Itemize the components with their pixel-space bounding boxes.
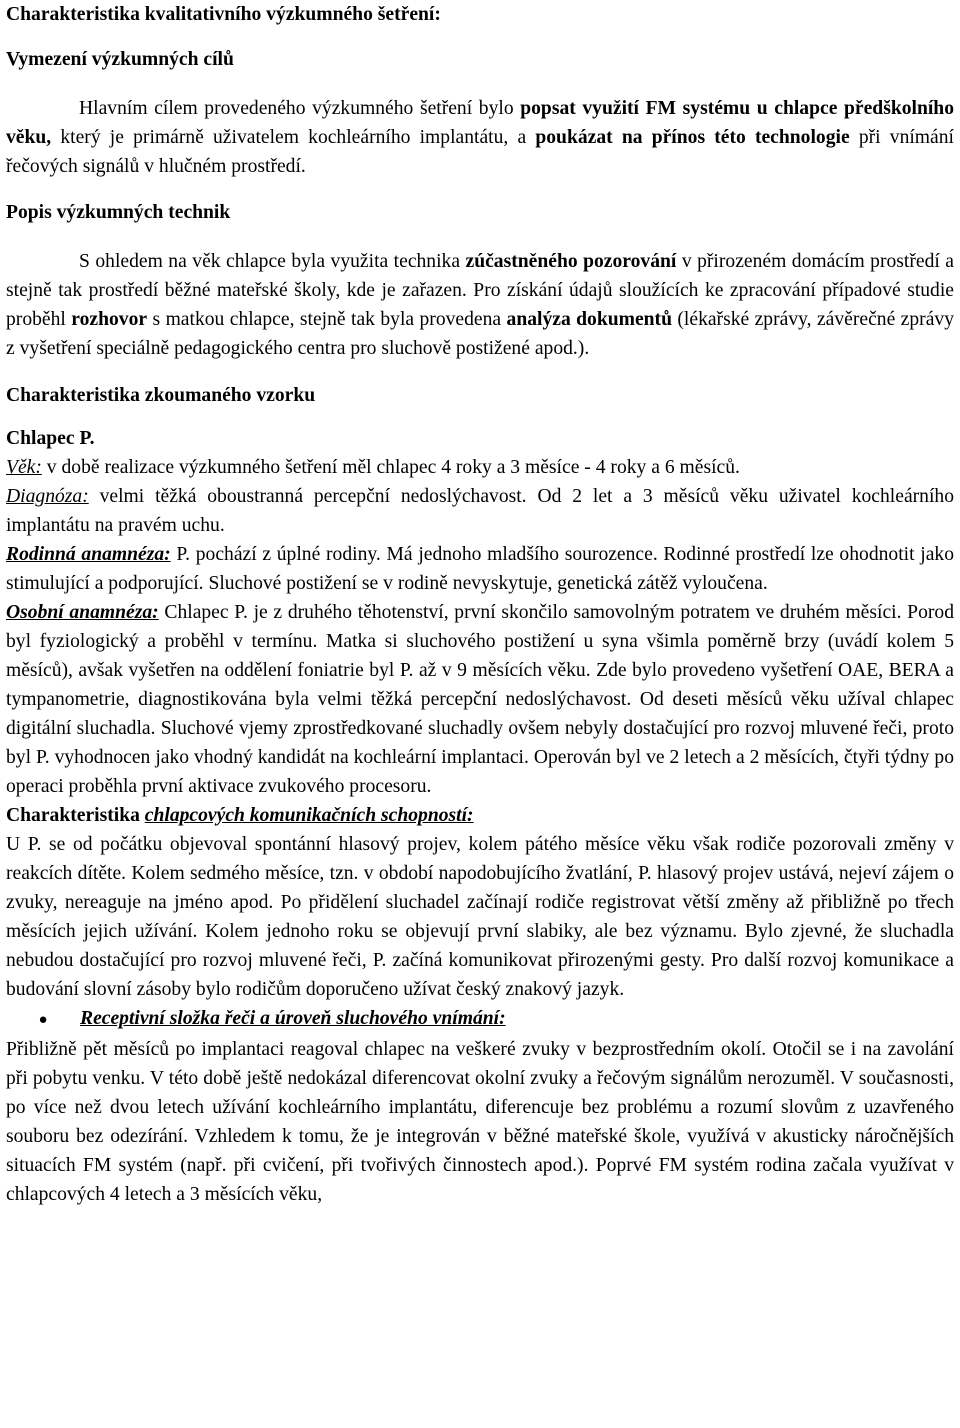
techniques-heading: Popis výzkumných technik	[6, 202, 231, 223]
goals-text-1: Hlavním cílem provedeného výzkumného šetření bylo	[79, 98, 521, 119]
tech-bold-3: analýza dokumentů	[506, 309, 672, 330]
main-heading: Charakteristika kvalitativního výzkumného šetření:	[6, 4, 441, 25]
sample-heading: Charakteristika zkoumaného vzorku	[6, 385, 316, 406]
diagnosis-label: Diagnóza:	[6, 486, 89, 507]
tech-text-2: v přirozeném domácím prostředí a stejně tak prostředí běžné mateřské školy, kde je zařazen. Pro získání údajů sloužících ke zpracování případové studie proběhl	[6, 251, 954, 330]
personal-label: Osobní anamnéza:	[6, 602, 159, 623]
diagnosis-paragraph	[6, 482, 954, 540]
comm-heading-plain: Charakteristika	[6, 805, 145, 826]
goals-text-3: při vnímání řečových signálů v hlučném prostředí.	[6, 127, 954, 177]
personal-text: Chlapec P. je z druhého těhotenství, první skončilo samovolným potratem ve druhém měsíci. Porod byl fyziologický a proběhl v termínu. Matka si sluchového postižení u syna všimla poměrně brzy (uvádí kolem 5 měsíců), avšak vyšetřen na oddělení foniatrie byl P. až v 9 měsících věku. Zde bylo provedeno vyšetření OAE, BERA a tympanometrie, diagnostikována byla velmi těžká percepční nedoslýchavost. Od deseti měsíců věku užíval chlapec digitální sluchadla. Sluchové vjemy zprostředkované sluchadly ovšem nebyly dostačující pro rozvoj mluvené řeči, proto byl P. vyhodnocen jako vhodný kandidát na kochleární implantaci. Operován byl ve 2 letech a 2 měsících, čtyři týdny po operaci proběhla první aktivace zvukového procesoru.	[6, 602, 954, 797]
techniques-paragraph	[6, 247, 954, 363]
age-text: v době realizace výzkumného šetření měl chlapec 4 roky a 3 měsíce - 4 roky a 6 měsíců.	[41, 457, 740, 478]
goals-heading: Vymezení výzkumných cílů	[6, 49, 234, 70]
tech-text-4: (lékařské zprávy, závěrečné zprávy z vyšetření speciálně pedagogického centra pro sluchově postižené apod.).	[6, 309, 954, 359]
goals-text-2: který je primárně uživatelem kochleárního implantátu, a	[51, 127, 536, 148]
tech-bold-1: zúčastněného pozorování	[465, 251, 677, 272]
communication-paragraph: U P. se od počátku objevoval spontánní hlasový projev, kolem pátého měsíce věku však rodiče pozorovali změny v reakcích dítěte. Kolem sedmého měsíce, tzn. v období napodobujícího žvatlání, P. hlasový projev ustává, nejeví zájem o zvuky, nereaguje na jméno apod. Po přidělení sluchadel začínají rodiče registrovat větší změny až přibližně po třech měsících jejich užívání. Kolem jednoho roku se objevují první slabiky, ale bez významu. Bylo zjevné, že sluchadla nebudou dostačující pro rozvoj mluvené řeči, P. začíná komunikovat přirozenými gesty. Pro další rozvoj komunikace a budování slovní zásoby bylo rodičům doporučeno užívat český znakový jazyk.	[6, 834, 954, 1000]
subject-name: Chlapec P.	[6, 428, 95, 449]
personal-paragraph	[6, 598, 954, 801]
goals-bold-2: poukázat na přínos této technologie	[535, 127, 850, 148]
receptive-paragraph: Přibližně pět měsíců po implantaci reagoval chlapec na veškeré zvuky v bezprostředním okolí. Otočil se i na zavolání při pobytu venku. V této době ještě nedokázal diferencovat okolní zvuky a řečovým signálům nerozuměl. V současnosti, po více než dvou letech užívání kochleárního implantátu, diferencuje bez problému a rozumí slovům z uzavřeného souboru bez odezírání. Vzhledem k tomu, že je integrován v běžné mateřské škole, využívá v akusticky náročnějších situacích FM systém (např. při cvičení, při tvořivých činnostech apod.). Poprvé FM systém rodina začala využívat v chlapcových 4 letech a 3 měsících věku,	[6, 1039, 954, 1205]
tech-text-1: S ohledem na věk chlapce byla využita technika	[79, 251, 466, 272]
communication-heading	[6, 801, 954, 830]
age-label: Věk:	[6, 457, 42, 478]
tech-text-3: s matkou chlapce, stejně tak byla provedena	[147, 309, 507, 330]
comm-heading-italic: chlapcových komunikačních schopností:	[144, 805, 474, 826]
tech-bold-2: rozhovor	[71, 309, 148, 330]
family-paragraph	[6, 540, 954, 598]
receptive-heading: Receptivní složka řeči a úroveň sluchového vnímání:	[80, 1008, 506, 1029]
family-label: Rodinná anamnéza:	[6, 544, 171, 565]
goals-paragraph	[6, 94, 954, 181]
age-paragraph	[6, 453, 954, 482]
bullet-icon: ●	[38, 1012, 48, 1028]
family-text: P. pochází z úplné rodiny. Má jednoho mladšího sourozence. Rodinné prostředí lze ohodnotit jako stimulující a podporující. Sluchové postižení se v rodině nevyskytuje, genetická zátěž vyloučena.	[6, 544, 954, 594]
diagnosis-text: velmi těžká oboustranná percepční nedoslýchavost. Od 2 let a 3 měsíců věku uživatel kochleárního implantátu na pravém uchu.	[6, 486, 954, 536]
goals-bold-1: popsat využití FM systému u chlapce předškolního věku,	[6, 98, 954, 148]
receptive-bullet-item	[6, 1004, 954, 1035]
